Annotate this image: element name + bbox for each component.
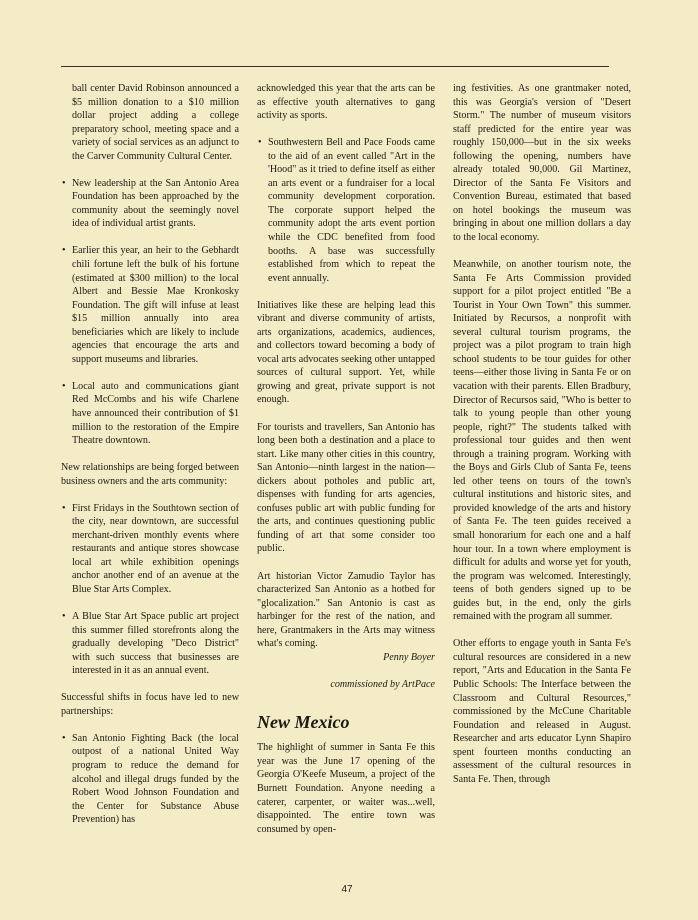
col2-para-new-mexico: The highlight of summer in Santa Fe this year was the June 17 opening of the Georgia O'Keefe Museum, a project of the Burnett Foundation. Anyone needing a caterer, carpenter, or waiter was...well, disappointed. The entire town was consumed by open-: [257, 742, 435, 835]
col1-bullet-list-c: [61, 732, 239, 827]
col1-para-relationships: New relationships are being forged between business owners and the arts community:: [61, 462, 239, 487]
col3-para-festivities: ing festivities. As one grantmaker noted, this was Georgia's version of "Desert Storm." The number of museum visitors staff predicted for the entire year was roughly 150,000—but in the six weeks following the opening, numbers have already totaled 90,000. Gil Martinez, Director of the Santa Fe Visitors and Convention Bureau, estimated that based on hotel bookings the museum was bringing in about one million dollars a day to the local economy.: [453, 83, 631, 244]
signature-name: Penny Boyer: [383, 651, 435, 663]
col2-para-initiatives: Initiatives like these are helping lead this vibrant and diverse community of artists, arts organizations, academics, audiences, and collectors toward becoming a body of vocal arts advocates seeking other untapped sources of cultural support. Yet, while growing and great, private support is not enough.: [257, 299, 435, 406]
column-1: [61, 82, 239, 840]
list-item: • First Fridays in the Southtown section of the city, near downtown, are successful merchant-driven monthly events where restaurants and antique stores showcase local art while exhibition openings anchor another end of an avenue at the Blue Star Arts Complex.: [61, 502, 239, 597]
col2-continuation: acknowledged this year that the arts can be as effective youth alternatives to gang activity as sports.: [257, 83, 435, 122]
col1-bullet-list-a: [61, 177, 239, 448]
col1-continuation: ball center David Robinson announced a $5 million donation to a $10 million dollar project adding a college preparatory school, meeting space and a variety of social services as an adjunct to the Carver Community Cultural Center.: [72, 83, 239, 162]
list-item: • Local auto and communications giant Red McCombs and his wife Charlene have announced their contribution of $1 million to the restoration of the Empire Theatre downtown.: [61, 380, 239, 448]
list-item: • San Antonio Fighting Back (the local outpost of a national United Way program to reduce the demand for alcohol and illegal drugs funded by the Robert Wood Johnson Foundation and the Center for Substance Abuse Prevention) has: [61, 732, 239, 827]
column-2: [257, 82, 435, 850]
header-rule: [61, 66, 609, 67]
col2-para-historian: Art historian Victor Zamudio Taylor has characterized San Antonio as a hotbed for "glocalization." San Antonio is cast as harbinger for the rest of the nation, and here, Grantmakers in the Arts may witness what's coming.: [257, 570, 435, 650]
list-item: • Southwestern Bell and Pace Foods came to the aid of an event called "Art in the 'Hood" as it tried to define itself as either an arts event or a fundraiser for a local community development corporation. The corporate support helped the community adopt the arts event portion while the CDC benefited from food booths. A base was successfully established from which to repeat the event annually.: [257, 136, 435, 285]
list-item: • New leadership at the San Antonio Area Foundation has been approached by the community about the seemingly novel idea of individual artist grants.: [61, 177, 239, 231]
col3-para-other: Other efforts to engage youth in Santa Fe's cultural resources are considered in a new report, "Arts and Education in the Santa Fe Public Schools: The Interface between the Classroom and Cultural Resources," commissioned by the McCune Charitable Foundation and released in August. Researcher and arts educator Lynn Shapiro spent fourteen months conducting an assessment of the cultural resources in Santa Fe. Then, through: [453, 638, 631, 785]
column-3: [453, 82, 631, 800]
col1-para-shifts: Successful shifts in focus have led to new partnerships:: [61, 692, 239, 717]
signature-note: commissioned by ArtPace: [330, 678, 435, 690]
section-heading: New Mexico: [257, 712, 350, 733]
col3-para-meanwhile: Meanwhile, on another tourism note, the Santa Fe Arts Commission provided support for a pilot project entitled "Be a Tourist in Your Own Town" this summer. Initiated by Recursos, a nonprofit with several cultural tourism programs, the project was a pilot program to train high school students to be tour guides for other teens—either those living in Santa Fe or on vacation with their parents. Ellen Bradbury, Director of Recursos said, "Who is better to talk to young people than other young people, right?" The students talked with professional tour guides and then went through a training program. Working with the Boys and Girls Club of Santa Fe, teens led other teens on tours of the town's cultural institutions and historic sites, and provided knowledge of the arts and history of Santa Fe. The teen guides received a small honorarium for each one and a half hour tour. In a town where employment is difficult for adults and worse yet for youth, the program was welcomed. Interestingly, teens of both genders signed up to be guides but, in the end, only the girls remained with the program all summer.: [453, 259, 631, 623]
col1-bullet-list-b: [61, 502, 239, 678]
col2-para-tourists: For tourists and travellers, San Antonio has long been both a destination and a place to start. Like many other cities in this country, San Antonio—ninth largest in the nation—dickers about potholes and public art, dispenses with funding for arts agencies, confuses public art with public funding for the arts, and continues questioning public funding of art that some consider too public.: [257, 421, 435, 555]
list-item: • Earlier this year, an heir to the Gebhardt chili fortune left the bulk of his fortune (estimated at $300 million) to the local Albert and Bessie Mae Kronkosky Foundation. The gift will infuse at least $15 million annually into area beneficiaries which are likely to include agencies that encourage the arts and support museums and libraries.: [61, 244, 239, 366]
col2-bullet-list: [257, 136, 435, 285]
list-item: • A Blue Star Art Space public art project this summer filled storefronts along the gradually developing "Deco District" with such success that businesses are interested in it as an annual event.: [61, 610, 239, 678]
page-number: 47: [341, 884, 353, 895]
